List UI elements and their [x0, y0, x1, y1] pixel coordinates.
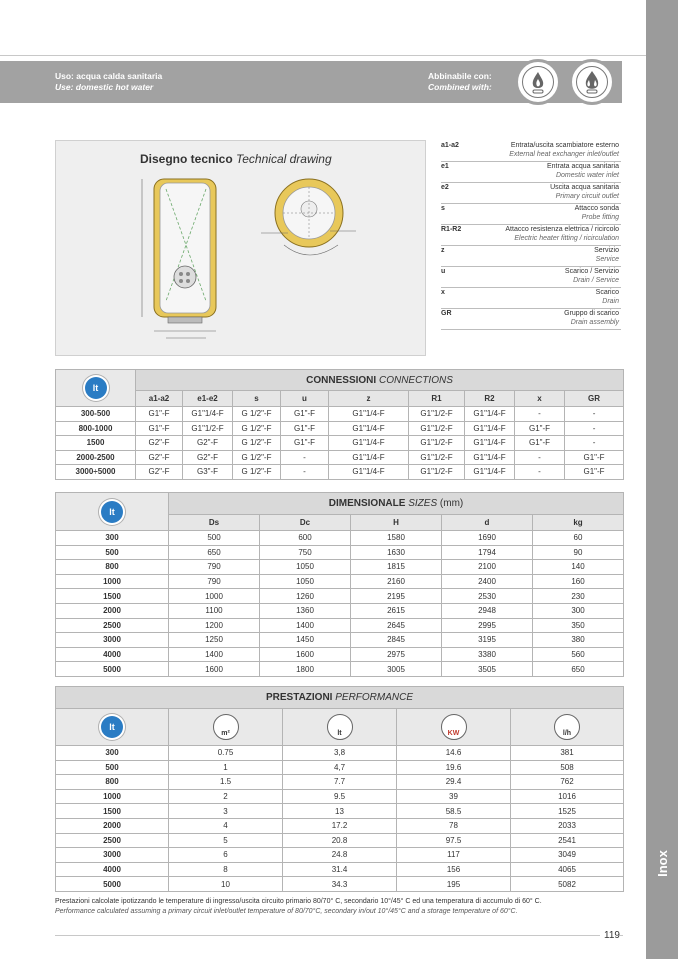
table-cell: 97.5 [397, 833, 511, 848]
table-cell: G1"-F [515, 436, 565, 451]
column-header: a1-a2 [136, 391, 183, 407]
table-cell: 1630 [351, 545, 442, 560]
table-row [56, 862, 624, 877]
connections-title [136, 370, 624, 391]
table-cell: 7.7 [283, 775, 397, 790]
table-cell: 300 [533, 603, 624, 618]
table-cell: 3195 [442, 633, 533, 648]
row-label: 1500 [56, 804, 169, 819]
sizes-unit: (mm) [439, 498, 464, 509]
tank-drawing-svg [56, 141, 427, 357]
table-cell: - [281, 465, 329, 480]
table-cell: 14.6 [397, 746, 511, 761]
table-row [56, 662, 624, 677]
table-cell: 1000 [169, 589, 260, 604]
table-cell: 560 [533, 647, 624, 662]
table-cell: 1794 [442, 545, 533, 560]
table-cell: 5082 [511, 877, 624, 892]
row-label: 1500 [56, 589, 169, 604]
row-label: 2500 [56, 833, 169, 848]
table-cell: 762 [511, 775, 624, 790]
table-cell: 9.5 [283, 789, 397, 804]
table-cell: 1525 [511, 804, 624, 819]
table-cell: G1"-F [281, 407, 329, 422]
row-label: 4000 [56, 862, 169, 877]
table-cell: 2845 [351, 633, 442, 648]
row-label: 2500 [56, 618, 169, 633]
table-cell: G1"1/4-F [329, 465, 409, 480]
table-cell: G1"1/4-F [465, 450, 515, 465]
table-cell: G1"1/4-F [465, 436, 515, 451]
table-cell: 1050 [260, 560, 351, 575]
table-cell: 19.6 [397, 760, 511, 775]
table-cell: 1260 [260, 589, 351, 604]
drawing-title-it: Disegno tecnico [140, 152, 233, 166]
table-row [56, 574, 624, 589]
table-row [56, 618, 624, 633]
table-cell: 1360 [260, 603, 351, 618]
table-cell: 3505 [442, 662, 533, 677]
row-label: 300 [56, 746, 169, 761]
coil-volume-icon [327, 714, 353, 740]
legend-text-en: Electric heater fitting / ricirculation [514, 235, 619, 242]
use-text [55, 71, 162, 93]
legend-text-en: Drain / Service [573, 277, 619, 284]
table-row [56, 545, 624, 560]
column-header: kg [533, 515, 624, 531]
table-cell: G1"1/2-F [409, 465, 465, 480]
legend-code: z [441, 247, 445, 254]
legend-row [441, 309, 621, 330]
sizes-title-it: DIMENSIONALE [328, 498, 406, 509]
legend-row [441, 246, 621, 267]
table-row [56, 560, 624, 575]
table-cell: 3049 [511, 848, 624, 863]
boiler-flame-icon [515, 59, 561, 105]
table-cell: G3"-F [183, 465, 233, 480]
shower-flow-icon [554, 714, 580, 740]
table-row [56, 760, 624, 775]
row-label: 500 [56, 760, 169, 775]
table-cell: 20.8 [283, 833, 397, 848]
table-cell: 508 [511, 760, 624, 775]
liters-icon: lt [101, 501, 123, 523]
row-label: 800-1000 [56, 421, 136, 436]
table-cell: 3 [169, 804, 283, 819]
table-cell: - [515, 450, 565, 465]
table-cell: 1050 [260, 574, 351, 589]
legend-code: s [441, 205, 445, 212]
legend-row [441, 183, 621, 204]
footnote-it: Prestazioni calcolate ipotizzando le temperature di ingresso/uscita circuito primario 80/70° C, secondario 10°/45° C ed una temperatura di accumulo di 60° C. [55, 898, 542, 905]
bottom-rule [55, 935, 623, 936]
table-cell: G 1/2"-F [233, 465, 281, 480]
column-header: Ds [169, 515, 260, 531]
table-cell: G1"1/4-F [329, 421, 409, 436]
combined-en: Combined with: [428, 82, 492, 92]
table-row [56, 647, 624, 662]
row-label: 3000 [56, 633, 169, 648]
performance-title [56, 687, 624, 709]
performance-badge-cell [56, 709, 169, 746]
legend-row [441, 162, 621, 183]
table-cell: - [281, 450, 329, 465]
row-label: 2000 [56, 603, 169, 618]
table-cell: 3005 [351, 662, 442, 677]
legend-code: x [441, 289, 445, 296]
combined-text [428, 71, 492, 93]
table-cell: 650 [169, 545, 260, 560]
table-cell: 140 [533, 560, 624, 575]
table-cell: 24.8 [283, 848, 397, 863]
row-label: 5000 [56, 662, 169, 677]
table-cell: 500 [169, 531, 260, 546]
legend-text-en: Probe fitting [581, 214, 619, 221]
table-cell: 1800 [260, 662, 351, 677]
legend-row [441, 225, 621, 246]
legend-row [441, 267, 621, 288]
column-header: z [329, 391, 409, 407]
row-label: 800 [56, 775, 169, 790]
table-cell: 1400 [260, 618, 351, 633]
table-cell: 1690 [442, 531, 533, 546]
connections-badge-cell [56, 370, 136, 407]
column-header: e1-e2 [183, 391, 233, 407]
table-cell: 1600 [169, 662, 260, 677]
table-cell: 2948 [442, 603, 533, 618]
table-cell: 10 [169, 877, 283, 892]
row-label: 4000 [56, 647, 169, 662]
sizes-title-en: SIZES [408, 498, 438, 509]
legend-row [441, 141, 621, 162]
table-cell: 1600 [260, 647, 351, 662]
table-cell: G1"1/2-F [409, 436, 465, 451]
table-cell: G1"-F [281, 421, 329, 436]
table-cell: 1815 [351, 560, 442, 575]
table-cell: G1"1/2-F [409, 407, 465, 422]
table-cell: 2541 [511, 833, 624, 848]
performance-table [55, 686, 624, 892]
table-cell: G1"-F [281, 436, 329, 451]
table-cell: 2400 [442, 574, 533, 589]
table-cell: 1400 [169, 647, 260, 662]
table-cell: 2530 [442, 589, 533, 604]
table-cell: 39 [397, 789, 511, 804]
table-cell: - [565, 436, 624, 451]
table-cell: 1450 [260, 633, 351, 648]
power-icon-cell [397, 709, 511, 746]
table-cell: G1"1/2-F [183, 421, 233, 436]
column-header: H [351, 515, 442, 531]
row-label: 3000÷5000 [56, 465, 136, 480]
table-cell: G1"1/2-F [409, 421, 465, 436]
surface-icon-cell [169, 709, 283, 746]
performance-title-en: PERFORMANCE [335, 692, 414, 703]
legend-text-en: Drain [602, 298, 619, 305]
legend-text-en: Service [595, 256, 619, 263]
sizes-badge-cell [56, 493, 169, 531]
table-cell: G1"1/4-F [329, 407, 409, 422]
heat-pump-flame-icon [569, 59, 615, 105]
table-cell: G1"-F [515, 421, 565, 436]
table-cell: 90 [533, 545, 624, 560]
table-row [56, 804, 624, 819]
table-cell: 750 [260, 545, 351, 560]
legend-text-it: Entrata/uscita scambiatore esterno [510, 142, 619, 149]
table-row [56, 589, 624, 604]
table-cell: 117 [397, 848, 511, 863]
header-band [0, 61, 622, 103]
table-cell: 381 [511, 746, 624, 761]
table-cell: 1016 [511, 789, 624, 804]
legend-text-it: Attacco sonda [574, 205, 619, 212]
flow-icon-label: l/h [562, 730, 572, 737]
table-row [56, 603, 624, 618]
column-header: R2 [465, 391, 515, 407]
table-cell: 1.5 [169, 775, 283, 790]
table-cell: G2"-F [136, 450, 183, 465]
table-cell: G1"1/4-F [329, 436, 409, 451]
volume-icon-label: lt [337, 730, 342, 737]
table-cell: 31.4 [283, 862, 397, 877]
table-cell: 156 [397, 862, 511, 877]
table-cell: 60 [533, 531, 624, 546]
performance-title-it: PRESTAZIONI [265, 692, 333, 703]
row-label: 800 [56, 560, 169, 575]
table-cell: 230 [533, 589, 624, 604]
table-cell: G2"-F [183, 450, 233, 465]
side-tab [646, 0, 678, 959]
legend-code: a1-a2 [441, 142, 459, 149]
row-label: 3000 [56, 848, 169, 863]
table-cell: 790 [169, 560, 260, 575]
column-header: d [442, 515, 533, 531]
legend-text-en: External heat exchanger inlet/outlet [509, 151, 619, 158]
legend-text-en: Drain assembly [570, 319, 619, 326]
table-cell: 2645 [351, 618, 442, 633]
table-cell: 195 [397, 877, 511, 892]
sizes-title [169, 493, 624, 515]
drawing-title-en: Technical drawing [236, 152, 332, 166]
table-cell: - [515, 407, 565, 422]
table-cell: 5 [169, 833, 283, 848]
row-label: 500 [56, 545, 169, 560]
table-cell: 1200 [169, 618, 260, 633]
flow-icon-cell [511, 709, 624, 746]
use-it: Uso: acqua calda sanitaria [55, 71, 163, 81]
table-cell: 13 [283, 804, 397, 819]
table-cell: 1250 [169, 633, 260, 648]
liters-icon: lt [85, 377, 107, 399]
row-label: 300 [56, 531, 169, 546]
table-cell: 2615 [351, 603, 442, 618]
table-cell: G1"1/2-F [409, 450, 465, 465]
legend-text-it: Servizio [594, 247, 619, 254]
column-header: R1 [409, 391, 465, 407]
row-label: 5000 [56, 877, 169, 892]
table-cell: 4 [169, 818, 283, 833]
table-cell: 3,8 [283, 746, 397, 761]
column-header: s [233, 391, 281, 407]
column-header: GR [565, 391, 624, 407]
table-cell: G1"1/4-F [465, 465, 515, 480]
legend-row [441, 204, 621, 225]
table-cell: 17.2 [283, 818, 397, 833]
table-cell: G1"-F [136, 407, 183, 422]
table-row [56, 465, 624, 480]
table-cell: 160 [533, 574, 624, 589]
table-cell: 78 [397, 818, 511, 833]
table-cell: G1"-F [136, 421, 183, 436]
table-cell: 0.75 [169, 746, 283, 761]
connections-title-en: CONNECTIONS [378, 374, 453, 386]
table-cell: G 1/2"-F [233, 407, 281, 422]
row-label: 1000 [56, 574, 169, 589]
surface-icon-label: m² [221, 730, 230, 737]
table-cell: 6 [169, 848, 283, 863]
table-cell: 1580 [351, 531, 442, 546]
row-label: 1000 [56, 789, 169, 804]
table-row [56, 775, 624, 790]
table-cell: G1"1/4-F [183, 407, 233, 422]
column-header: x [515, 391, 565, 407]
row-label: 1500 [56, 436, 136, 451]
legend-text-it: Gruppo di scarico [564, 310, 619, 317]
footnote [55, 897, 635, 916]
table-cell: G2"-F [136, 436, 183, 451]
table-cell: 58.5 [397, 804, 511, 819]
table-row [56, 848, 624, 863]
table-cell: 2975 [351, 647, 442, 662]
table-cell: 790 [169, 574, 260, 589]
table-cell: 2195 [351, 589, 442, 604]
connections-title-it: CONNESSIONI [306, 374, 377, 386]
table-cell: - [565, 421, 624, 436]
legend-text-en: Primary circuit outlet [555, 193, 619, 200]
table-cell: 4,7 [283, 760, 397, 775]
power-icon [441, 714, 467, 740]
legend-code: u [441, 268, 446, 275]
connections-table [55, 369, 624, 480]
table-row [56, 407, 624, 422]
table-cell: 29.4 [397, 775, 511, 790]
sizes-table [55, 492, 624, 677]
table-row [56, 531, 624, 546]
column-header: Dc [260, 515, 351, 531]
top-rule [0, 55, 646, 56]
legend-text-it: Attacco resistenza elettrica / ricircolo [505, 226, 619, 233]
table-cell: G1"-F [565, 465, 624, 480]
liters-icon: lt [101, 716, 123, 738]
table-cell: - [565, 407, 624, 422]
legend-text-en: Domestic water inlet [555, 172, 619, 179]
table-row [56, 746, 624, 761]
table-cell: G1"1/4-F [329, 450, 409, 465]
row-label: 2000 [56, 818, 169, 833]
table-row [56, 436, 624, 451]
table-cell: 1100 [169, 603, 260, 618]
table-cell: G1"-F [565, 450, 624, 465]
table-cell: G1"1/4-F [465, 407, 515, 422]
table-row [56, 877, 624, 892]
legend-text-it: Entrata acqua sanitaria [547, 163, 619, 170]
table-cell: G2"-F [136, 465, 183, 480]
table-cell: 350 [533, 618, 624, 633]
table-cell: 2033 [511, 818, 624, 833]
table-cell: G2"-F [183, 436, 233, 451]
table-cell: G 1/2"-F [233, 436, 281, 451]
footnote-en: Performance calculated assuming a primary circuit inlet/outlet temperature of 80/70°C, secondary in/out 10°/45°C and a storage temperature of 60°C. [55, 907, 518, 915]
table-cell: G 1/2"-F [233, 450, 281, 465]
table-row [56, 421, 624, 436]
row-label: 300-500 [56, 407, 136, 422]
use-en: Use: domestic hot water [55, 82, 154, 92]
table-cell: 4065 [511, 862, 624, 877]
legend-text-it: Scarico [595, 289, 619, 296]
legend-code: GR [441, 310, 452, 317]
column-header: u [281, 391, 329, 407]
volume-icon-cell [283, 709, 397, 746]
side-tab-label: Inox [654, 849, 670, 877]
table-cell: 600 [260, 531, 351, 546]
table-row [56, 818, 624, 833]
table-cell: 2 [169, 789, 283, 804]
table-row [56, 450, 624, 465]
legend-row [441, 288, 621, 309]
table-cell: 2160 [351, 574, 442, 589]
legend-code: e1 [441, 163, 449, 170]
table-cell: 3380 [442, 647, 533, 662]
exchanger-surface-icon [213, 714, 239, 740]
table-cell: G 1/2"-F [233, 421, 281, 436]
table-cell: 650 [533, 662, 624, 677]
table-row [56, 789, 624, 804]
table-cell: - [515, 465, 565, 480]
table-cell: 8 [169, 862, 283, 877]
combined-it: Abbinabile con: [428, 71, 492, 81]
legend-text-it: Scarico / Servizio [564, 268, 619, 275]
technical-drawing [55, 140, 426, 356]
table-row [56, 833, 624, 848]
table-cell: 1 [169, 760, 283, 775]
table-row [56, 633, 624, 648]
row-label: 2000-2500 [56, 450, 136, 465]
legend-text-it: Uscita acqua sanitaria [550, 184, 619, 191]
table-cell: 2995 [442, 618, 533, 633]
legend-list [441, 141, 621, 330]
page-number: 119 [600, 930, 620, 941]
table-cell: 34.3 [283, 877, 397, 892]
table-cell: 380 [533, 633, 624, 648]
table-cell: G1"1/4-F [465, 421, 515, 436]
legend-code: R1-R2 [441, 226, 462, 233]
table-cell: 2100 [442, 560, 533, 575]
legend-code: e2 [441, 184, 449, 191]
power-icon-label: KW [447, 730, 460, 737]
